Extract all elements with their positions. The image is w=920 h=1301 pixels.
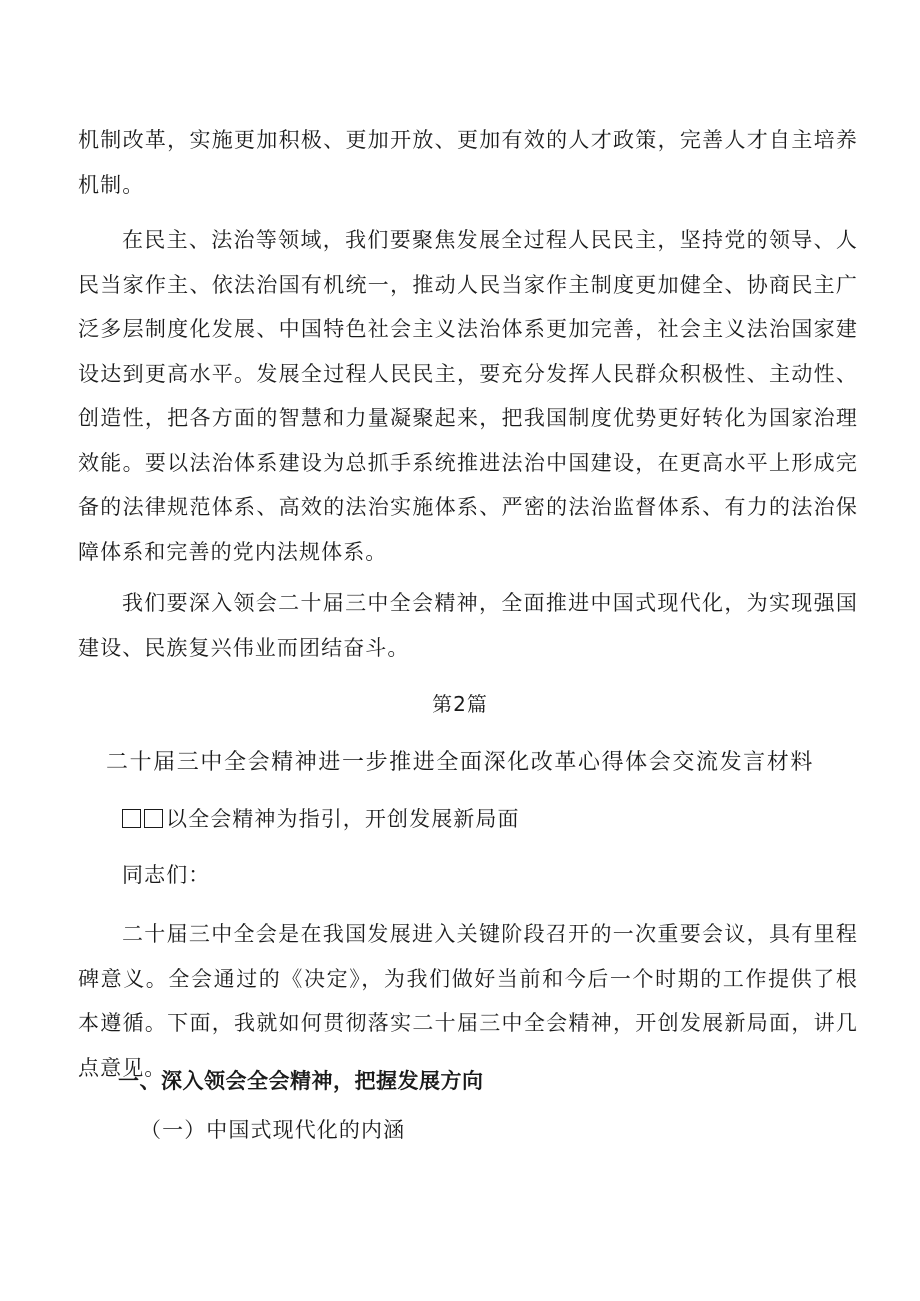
- subheading-1: （一）中国式现代化的内涵: [140, 1118, 406, 1142]
- chapter-label: 第2篇: [432, 692, 488, 716]
- box-glyph-icon: [144, 809, 163, 828]
- democracy-paragraph: 在民主、法治等领域，我们要聚焦发展全过程人民民主，坚持党的领导、人民当家作主、依法治国有机统一，推动人民当家作主制度更加健全、协商民主广泛多层制度化发展、中国特色社会主义法治体系更加完善，社会主义法治国家建设达到更高水平。发展全过程人民民主，要充分发挥人民群众积极性、主动性、创造性，把各方面的智慧和力量凝聚起来，把我国制度优势更好转化为国家治理效能。要以法治体系建设为总抓手系统推进法治中国建设，在更高水平上形成完备的法律规范体系、高效的法治实施体系、严密的法治监督体系、有力的法治保障体系和完善的党内法规体系。: [78, 228, 858, 564]
- subtitle-line: [122, 803, 520, 833]
- salutation: 同志们：: [122, 863, 211, 887]
- meeting-paragraph: 二十届三中全会是在我国发展进入关键阶段召开的一次重要会议，具有里程碑意义。全会通过的《决定》，为我们做好当前和今后一个时期的工作提供了根本遵循。下面，我就如何贯彻落实二十届三中全会精神，开创发展新局面，讲几点意见。: [78, 922, 858, 1080]
- box-glyph-icon: [122, 809, 141, 828]
- heading-1: 一、深入领会全会精神，把握发展方向: [118, 1069, 484, 1093]
- placeholder-boxes: [122, 807, 166, 831]
- subtitle-text: 以全会精神为指引，开创发展新局面: [166, 807, 520, 831]
- section-title: 二十届三中全会精神进一步推进全面深化改革心得体会交流发言材料: [105, 750, 814, 775]
- closing-paragraph: 我们要深入领会二十届三中全会精神，全面推进中国式现代化，为实现强国建设、民族复兴伟业而团结奋斗。: [78, 591, 858, 660]
- intro-paragraph: 机制改革，实施更加积极、更加开放、更加有效的人才政策，完善人才自主培养机制。: [78, 128, 858, 197]
